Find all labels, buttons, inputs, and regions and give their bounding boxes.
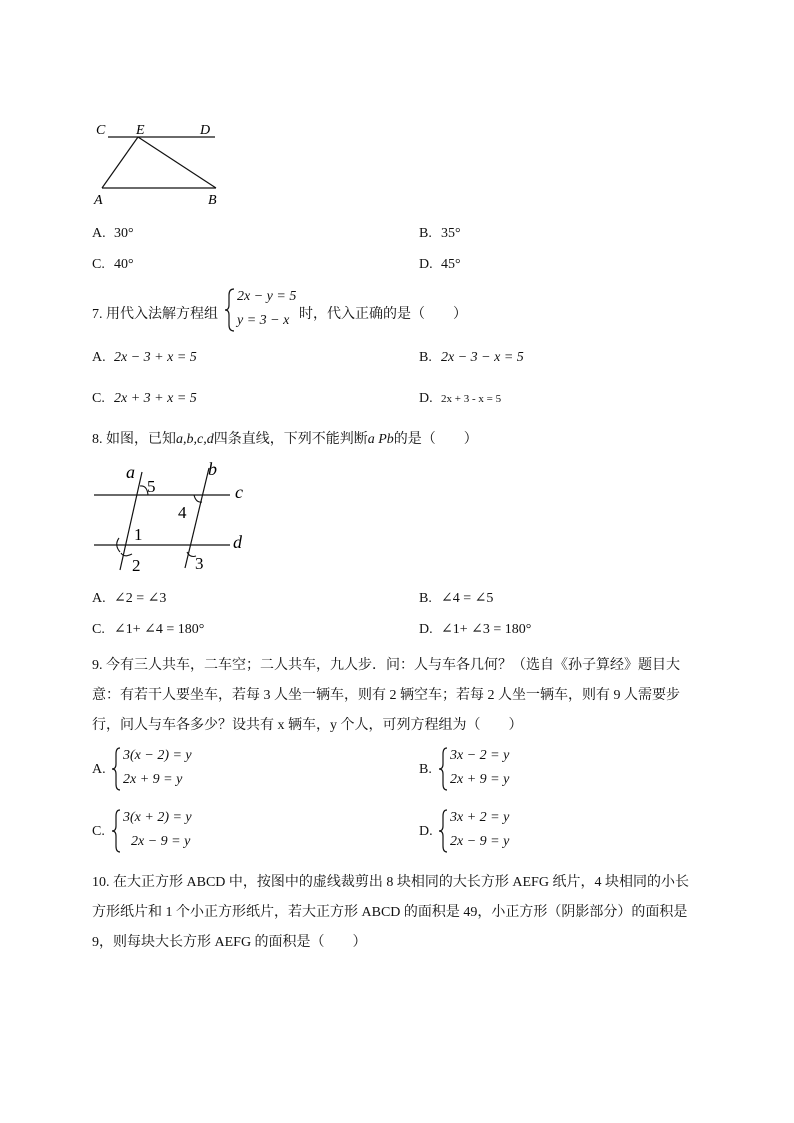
brace-icon xyxy=(111,808,121,854)
option-text: 40° xyxy=(114,257,134,272)
label-4: 4 xyxy=(178,503,187,522)
option-label: C. xyxy=(92,391,105,406)
option-text: 2x + 3 + x = 5 xyxy=(114,391,197,406)
label-b: B xyxy=(208,193,217,208)
label-5: 5 xyxy=(147,477,156,496)
option-label: A. xyxy=(92,762,106,777)
brace-icon xyxy=(111,746,121,792)
eq2: 2x − 9 = y xyxy=(450,834,510,849)
q7-suffix: 时，代入正确的是（ ） xyxy=(299,307,467,322)
option-label: D. xyxy=(419,391,433,406)
q8-text-c: 的是（ ） xyxy=(393,432,478,447)
q7-eq2: y = 3 − x xyxy=(237,313,290,328)
eq1: 3x + 2 = y xyxy=(450,810,510,825)
q7-option-a[interactable] xyxy=(92,350,197,366)
label-a: a xyxy=(126,462,135,482)
q10-line1: 10. 在大正方形 ABCD 中，按图中的虚线裁剪出 8 块相同的大长方形 AEFG 纸片，4 块相同的小长 xyxy=(92,875,689,890)
q7-eq1: 2x − y = 5 xyxy=(237,289,297,304)
q10-line3: 9，则每块大长方形 AEFG 的面积是（ ） xyxy=(92,935,367,950)
option-label: B. xyxy=(419,591,432,606)
q9-option-b[interactable] xyxy=(419,744,719,796)
eq2: 2x + 9 = y xyxy=(123,772,183,787)
q9-line1: 9. 今有三人共车，二车空；二人共车，九人步．问：人与车各几何？（选自《孙子算经》题目大 xyxy=(92,658,680,673)
label-d: D xyxy=(200,123,211,138)
q9-option-a[interactable] xyxy=(92,744,392,796)
option-text: ∠4 = ∠5 xyxy=(441,591,494,606)
label-1: 1 xyxy=(134,525,143,544)
option-text: 2x + 3 - x = 5 xyxy=(441,393,502,405)
option-label: C. xyxy=(92,824,105,839)
eq2: 2x − 9 = y xyxy=(131,834,191,849)
brace-icon xyxy=(438,746,448,792)
label-d: d xyxy=(233,532,242,552)
option-label: D. xyxy=(419,257,433,272)
option-label: C. xyxy=(92,257,105,272)
q8-option-c[interactable] xyxy=(92,621,204,638)
option-text: ∠2 = ∠3 xyxy=(114,591,167,606)
option-label: B. xyxy=(419,226,432,241)
q8-relation: a Pb xyxy=(367,432,394,447)
q9-option-c[interactable] xyxy=(92,806,392,858)
q7-option-d[interactable] xyxy=(419,391,501,407)
q7-option-c[interactable] xyxy=(92,391,197,407)
line-b xyxy=(185,468,209,568)
q8-option-d[interactable] xyxy=(419,621,531,638)
q7-prefix: 7. 用代入法解方程组 xyxy=(92,307,218,322)
option-label: D. xyxy=(419,622,433,637)
brace-icon xyxy=(438,808,448,854)
option-text: 45° xyxy=(441,257,461,272)
option-label: B. xyxy=(419,350,432,365)
angle2-arc xyxy=(121,553,132,556)
q8-text-b: 四条直线，下列不能判断 xyxy=(213,432,368,447)
eq2: 2x + 9 = y xyxy=(450,772,510,787)
eq1: 3(x − 2) = y xyxy=(123,748,192,763)
q9-line2: 意：有若干人要坐车，若每 3 人坐一辆车，则有 2 辆空车；若每 2 人坐一辆车，则有 9 人需要步 xyxy=(92,688,680,703)
option-text: 2x − 3 + x = 5 xyxy=(114,350,197,365)
segment-eb xyxy=(138,137,216,188)
parallel-lines-figure xyxy=(90,458,260,578)
q8-stem xyxy=(92,428,478,448)
option-text: 2x − 3 − x = 5 xyxy=(441,350,524,365)
q10-line2: 方形纸片和 1 个小正方形纸片，若大正方形 ABCD 的面积是 49，小正方形（阴影部分）的面积是 xyxy=(92,905,688,920)
q7-brace-icon xyxy=(224,287,236,333)
option-label: D. xyxy=(419,824,433,839)
option-label: C. xyxy=(92,622,105,637)
eq1: 3(x + 2) = y xyxy=(123,810,192,825)
option-label: B. xyxy=(419,762,432,777)
q8-vars: a,b,c,d xyxy=(176,432,214,447)
q6-option-d[interactable] xyxy=(419,257,461,273)
option-text: ∠1+ ∠3 = 180° xyxy=(441,622,532,637)
eq1: 3x − 2 = y xyxy=(450,748,510,763)
q6-option-b[interactable] xyxy=(419,226,461,242)
triangle-figure xyxy=(90,118,230,210)
segment-ea xyxy=(102,137,138,188)
label-2: 2 xyxy=(132,556,141,575)
option-text: 35° xyxy=(441,226,461,241)
q6-option-a[interactable] xyxy=(92,226,134,242)
option-label: A. xyxy=(92,350,106,365)
label-e: E xyxy=(136,123,145,138)
q6-option-c[interactable] xyxy=(92,257,134,273)
label-3: 3 xyxy=(195,554,204,573)
option-label: A. xyxy=(92,591,106,606)
option-text: ∠1+ ∠4 = 180° xyxy=(114,622,205,637)
q7-option-b[interactable] xyxy=(419,350,524,366)
label-c: C xyxy=(96,123,106,138)
q8-option-a[interactable] xyxy=(92,590,166,607)
option-label: A. xyxy=(92,226,106,241)
label-b: b xyxy=(208,459,217,479)
label-c: c xyxy=(235,482,243,502)
q9-line3: 行，问人与车各多少？设共有 x 辆车，y 个人，可列方程组为（ ） xyxy=(92,718,523,733)
q8-text-a: 8. 如图，已知 xyxy=(92,432,176,447)
q9-option-d[interactable] xyxy=(419,806,719,858)
option-text: 30° xyxy=(114,226,134,241)
q8-option-b[interactable] xyxy=(419,590,493,607)
label-a: A xyxy=(94,193,103,208)
